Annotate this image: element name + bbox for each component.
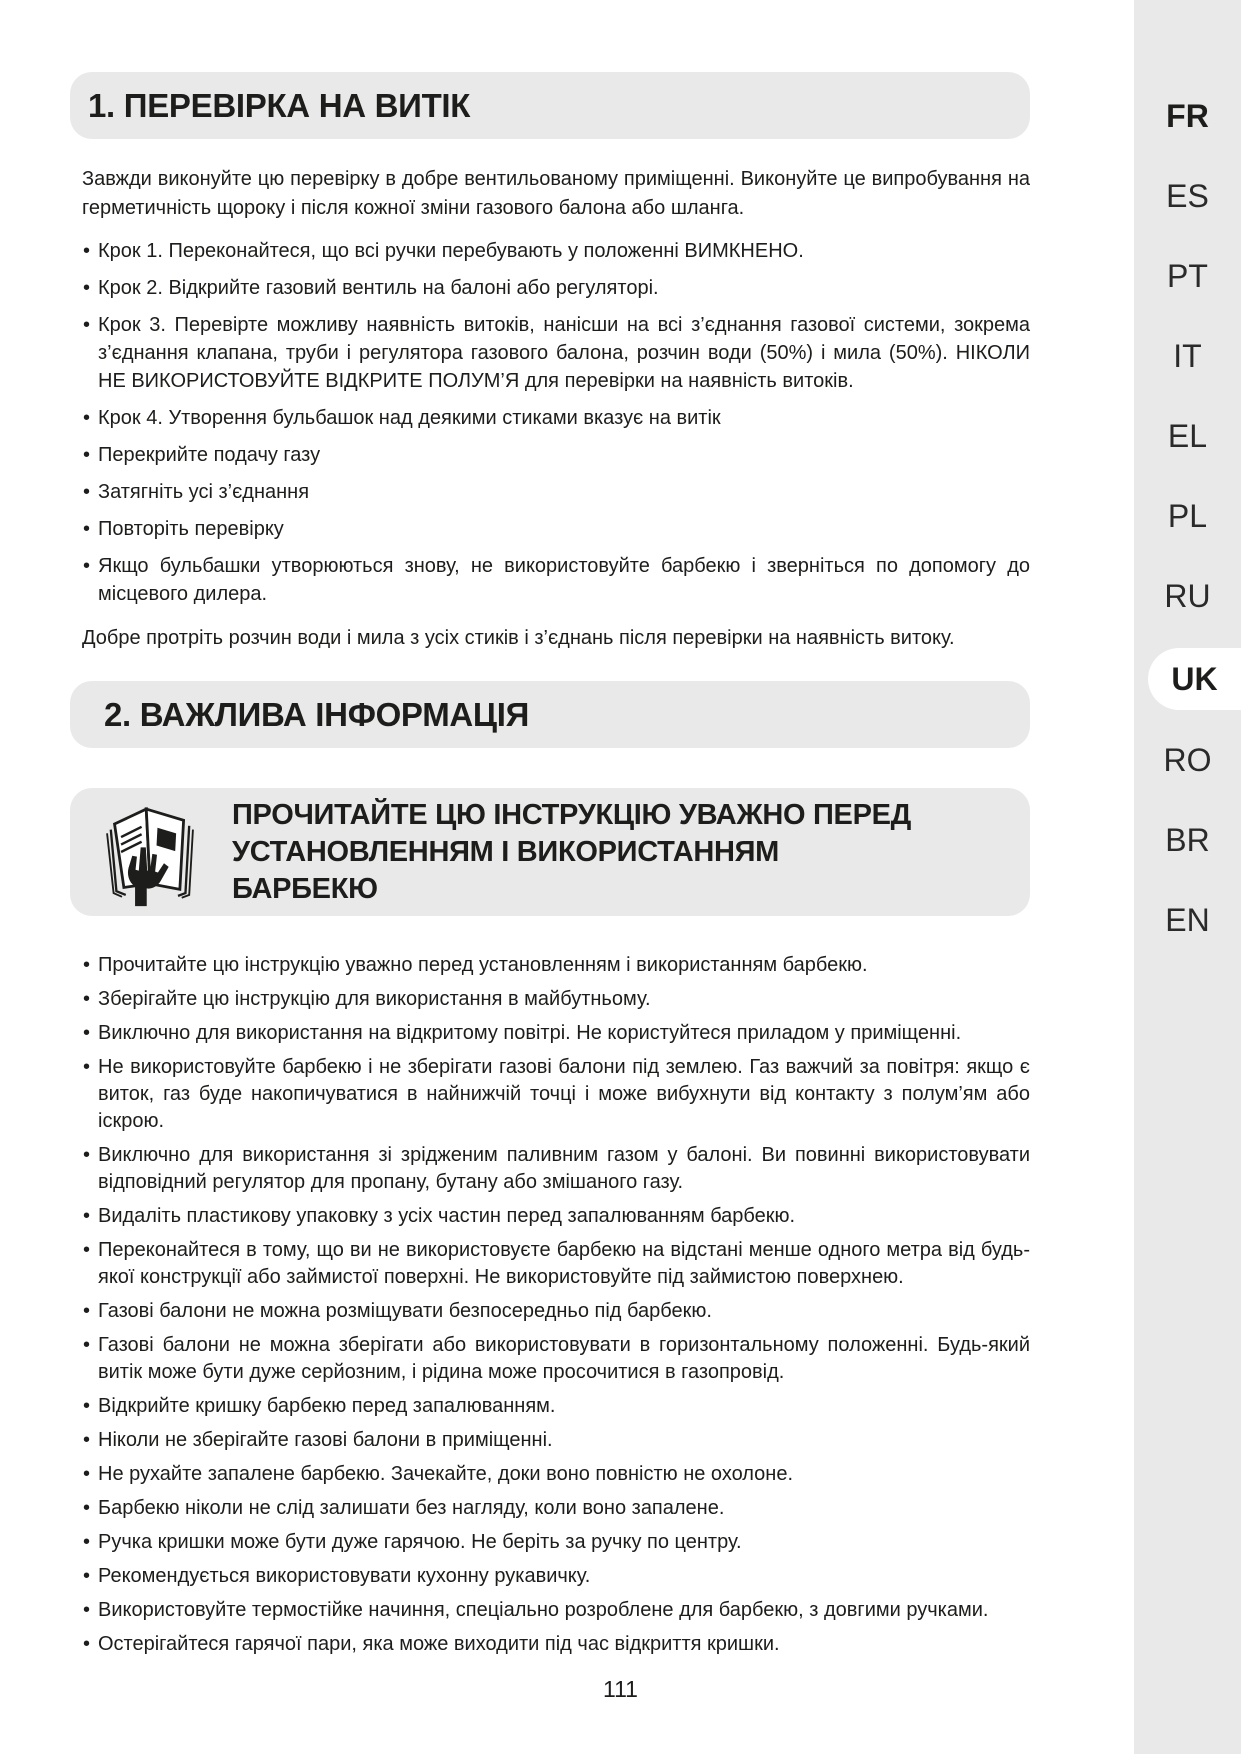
bullet-item: • Крок 2. Відкрийте газовий вентиль на балоні або регуляторі. — [82, 274, 1030, 302]
section2-bullet-list — [82, 952, 1030, 1658]
bullet-item: • Відкрийте кришку барбекю перед запалюванням. — [82, 1393, 1030, 1420]
bullet-item: • Використовуйте термостійке начиння, спеціально розроблене для барбекю, з довгими ручками. — [82, 1597, 1030, 1624]
section2-title: 2. ВАЖЛИВА ІНФОРМАЦІЯ — [104, 695, 530, 733]
section2-heading-box — [70, 681, 1030, 748]
bullet-item: • Газові балони не можна розміщувати безпосередньо під барбекю. — [82, 1298, 1030, 1325]
bullet-item: • Остерігайтеся гарячої пари, яка може виходити під час відкриття кришки. — [82, 1631, 1030, 1658]
bullet-item: • Перекрийте подачу газу — [82, 441, 1030, 469]
sidebar-item-el: EL — [1167, 418, 1208, 454]
bullet-item: • Не рухайте запалене барбекю. Зачекайте, доки воно повністю не охолоне. — [82, 1461, 1030, 1488]
section1-heading-box — [70, 72, 1030, 139]
book-reading-icon — [94, 796, 206, 908]
section1-bullet-list — [82, 237, 1030, 608]
bullet-item: • Виключно для використання зі зрідженим паливним газом у балоні. Ви повинні використовувати відповідний регулятор для пропану, бутану або змішаного газу. — [82, 1142, 1030, 1196]
bullet-item: • Рекомендується використовувати кухонну рукавичку. — [82, 1563, 1030, 1590]
section1-intro-paragraph: Завжди виконуйте цю перевірку в добре вентильованому приміщенні. Виконуйте це випробування на герметичність щороку і після кожної зміни газового балона або шланга. — [82, 168, 1030, 219]
bullet-item: • Якщо бульбашки утворюються знову, не використовуйте барбекю і зверніться по допомогу до місцевого дилера. — [82, 552, 1030, 608]
bullet-item: • Не використовуйте барбекю і не зберігати газові балони під землею. Газ важчий за повітря: якщо є виток, газ буде накопичуватися в найнижчій точці і може вибухнути від контакту з полум’ям або іскрою. — [82, 1054, 1030, 1135]
bullet-item: • Виключно для використання на відкритому повітрі. Не користуйтеся приладом у приміщенні. — [82, 1020, 1030, 1047]
sidebar-item-fr: FR — [1166, 98, 1209, 134]
sidebar-item-uk-active: UK — [1148, 648, 1241, 710]
bullet-item: • Ніколи не зберігайте газові балони в приміщенні. — [82, 1427, 1030, 1454]
read-manual-notice-box — [70, 788, 1030, 916]
bullet-item: • Затягніть усі з’єднання — [82, 478, 1030, 506]
bullet-item: • Прочитайте цю інструкцію уважно перед установленням і використанням барбекю. — [82, 952, 1030, 979]
sidebar-item-es: ES — [1166, 178, 1209, 214]
sidebar-item-pl: PL — [1167, 498, 1208, 534]
sidebar-item-br: BR — [1165, 822, 1210, 858]
sidebar-item-ru: RU — [1164, 578, 1211, 614]
bullet-item: • Крок 4. Утворення бульбашок над деякими стиками вказує на витік — [82, 404, 1030, 432]
sidebar-item-it: IT — [1173, 338, 1202, 374]
bullet-item: • Крок 1. Переконайтеся, що всі ручки перебувають у положенні ВИМКНЕНО. — [82, 237, 1030, 265]
sidebar-item-ro: RO — [1163, 742, 1212, 778]
bullet-item: • Видаліть пластикову упаковку з усіх частин перед запалюванням барбекю. — [82, 1203, 1030, 1230]
section1-title: 1. ПЕРЕВІРКА НА ВИТІК — [88, 86, 471, 124]
sidebar-item-en: EN — [1165, 902, 1210, 938]
bullet-item: • Газові балони не можна зберігати або використовувати в горизонтальному положенні. Будь-який витік може бути дуже серйозним, і рідина може просочитися в газопровід. — [82, 1332, 1030, 1386]
sidebar-item-pt: PT — [1167, 258, 1208, 294]
bullet-item: • Барбекю ніколи не слід залишати без нагляду, коли воно запалене. — [82, 1495, 1030, 1522]
bullet-item: • Зберігайте цю інструкцію для використання в майбутньому. — [82, 986, 1030, 1013]
language-sidebar — [1134, 0, 1241, 1754]
read-manual-notice-text: ПРОЧИТАЙТЕ ЦЮ ІНСТРУКЦІЮ УВАЖНО ПЕРЕД УСТАНОВЛЕННЯМ І ВИКОРИСТАННЯМ БАРБЕКЮ — [232, 798, 912, 905]
bullet-item: • Крок 3. Перевірте можливу наявність витоків, нанісши на всі з’єднання газової системи, зокрема з’єднання клапана, труби і регулятора газового балона, розчин води (50%) і мила (50%). НІКОЛИ НЕ ВИКОРИСТОВУЙТЕ ВІДКРИТЕ ПОЛУМ’Я для перевірки на наявність витоків. — [82, 311, 1030, 395]
bullet-item: • Ручка кришки може бути дуже гарячою. Не беріть за ручку по центру. — [82, 1529, 1030, 1556]
bullet-item: • Повторіть перевірку — [82, 515, 1030, 543]
page-number: 111 — [603, 1676, 638, 1702]
section1-closing-paragraph: Добре протріть розчин води і мила з усіх стиків і з’єднань після перевірки на наявність витоку. — [82, 627, 955, 649]
bullet-item: • Переконайтеся в тому, що ви не використовуєте барбекю на відстані менше одного метра від будь-якої конструкції або займистої поверхні. Не використовуйте під займистою поверхнею. — [82, 1237, 1030, 1291]
